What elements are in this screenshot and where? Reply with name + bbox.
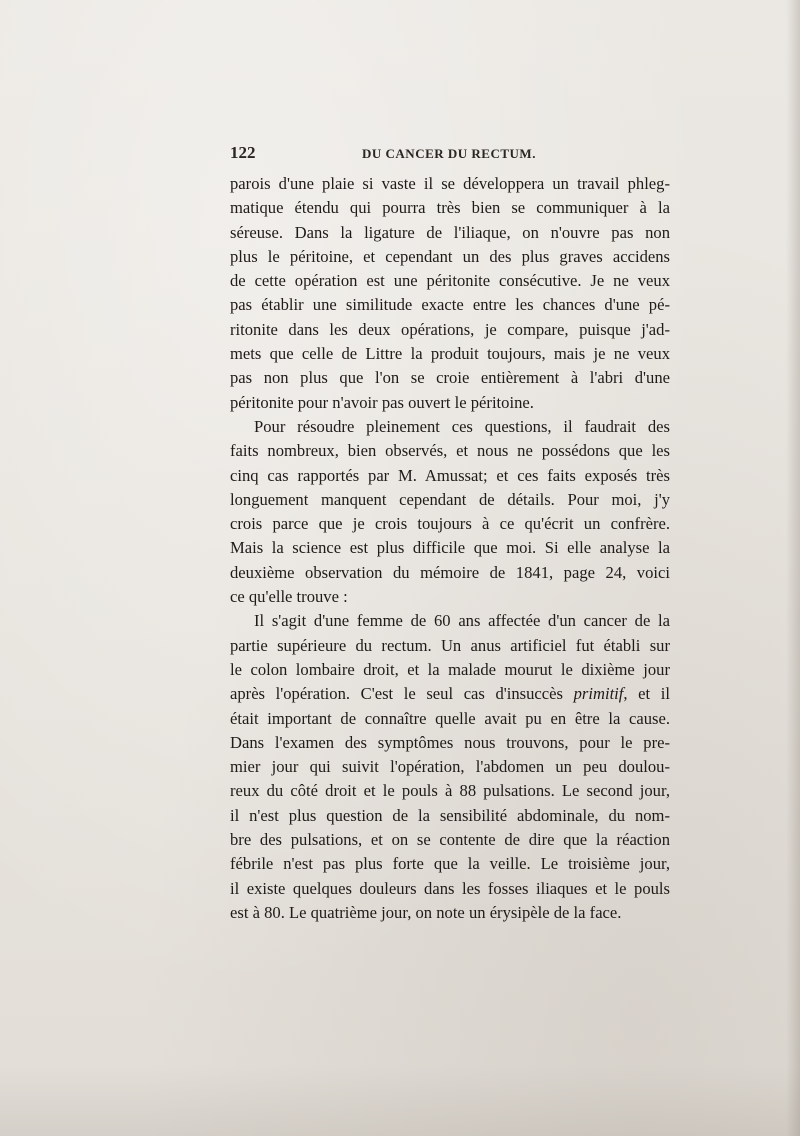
text-line: mier jour qui suivit l'opération, l'abdomen un peu doulou- <box>230 757 670 777</box>
text-line: le colon lombaire droit, et la malade mourut le dixième jour <box>230 659 670 679</box>
text-line: il existe quelques douleurs dans les fosses iliaques et le pouls <box>230 878 670 898</box>
text-line: ce qu'elle trouve : <box>230 587 348 607</box>
text-line-with-italic <box>230 682 670 706</box>
text-line: Il s'agit d'une femme de 60 ans affectée d'un cancer de la <box>254 611 670 631</box>
text-line: Pour résoudre pleinement ces questions, il faudrait des <box>254 416 670 436</box>
text-line: matique étendu qui pourra très bien se communiquer à la <box>230 198 670 218</box>
text-line: crois parce que je crois toujours à ce qu'écrit un confrère. <box>230 514 670 534</box>
text-line: est à 80. Le quatrième jour, on note un érysipèle de la face. <box>230 902 622 922</box>
page-header <box>230 143 670 165</box>
text-line: deuxième observation du mémoire de 1841, page 24, voici <box>230 562 670 582</box>
page-number: 122 <box>230 143 256 162</box>
text-line: était important de connaître quelle avait pu en être la cause. <box>230 708 670 728</box>
text-line: il n'est plus question de la sensibilité abdominale, du nom- <box>230 805 670 825</box>
text-line: cinq cas rapportés par M. Amussat; et ces faits exposés très <box>230 465 670 485</box>
text-line: Mais la science est plus difficile que moi. Si elle analyse la <box>230 538 670 558</box>
text-line: Dans l'examen des symptômes nous trouvons, pour le pre- <box>230 732 670 752</box>
text-fragment: , et il <box>623 684 670 704</box>
text-fragment: après l'opération. C'est le seul cas d'insuccès <box>230 684 574 704</box>
text-line: faits nombreux, bien observés, et nous ne possédons que les <box>230 441 670 461</box>
italic-word: primitif <box>573 684 624 704</box>
text-line: bre des pulsations, et on se contente de dire que la réaction <box>230 830 670 850</box>
text-line: de cette opération est une péritonite consécutive. Je ne veux <box>230 271 670 291</box>
text-line: péritonite pour n'avoir pas ouvert le péritoine. <box>230 392 534 412</box>
text-line: pas non plus que l'on se croie entièrement à l'abri d'une <box>230 368 670 388</box>
text-line: partie supérieure du rectum. Un anus artificiel fut établi sur <box>230 635 670 655</box>
text-line: ritonite dans les deux opérations, je compare, puisque j'ad- <box>230 319 670 339</box>
page-edge-shadow <box>786 0 800 1136</box>
text-line: reux du côté droit et le pouls à 88 pulsations. Le second jour, <box>230 781 670 801</box>
running-title: DU CANCER DU RECTUM. <box>362 146 536 161</box>
text-line: séreuse. Dans la ligature de l'iliaque, on n'ouvre pas non <box>230 222 670 242</box>
text-line: parois d'une plaie si vaste il se développera un travail phleg- <box>230 174 670 193</box>
body-text <box>230 172 670 925</box>
page-bottom-shading <box>0 1066 800 1136</box>
text-line: pas établir une similitude exacte entre les chances d'une pé- <box>230 295 670 315</box>
text-line: longuement manquent cependant de détails. Pour moi, j'y <box>230 489 670 509</box>
text-line: plus le péritoine, et cependant un des plus graves accidens <box>230 246 670 266</box>
text-line: mets que celle de Littre la produit toujours, mais je ne veux <box>230 344 670 364</box>
text-line: fébrile n'est pas plus forte que la veille. Le troisième jour, <box>230 854 670 874</box>
